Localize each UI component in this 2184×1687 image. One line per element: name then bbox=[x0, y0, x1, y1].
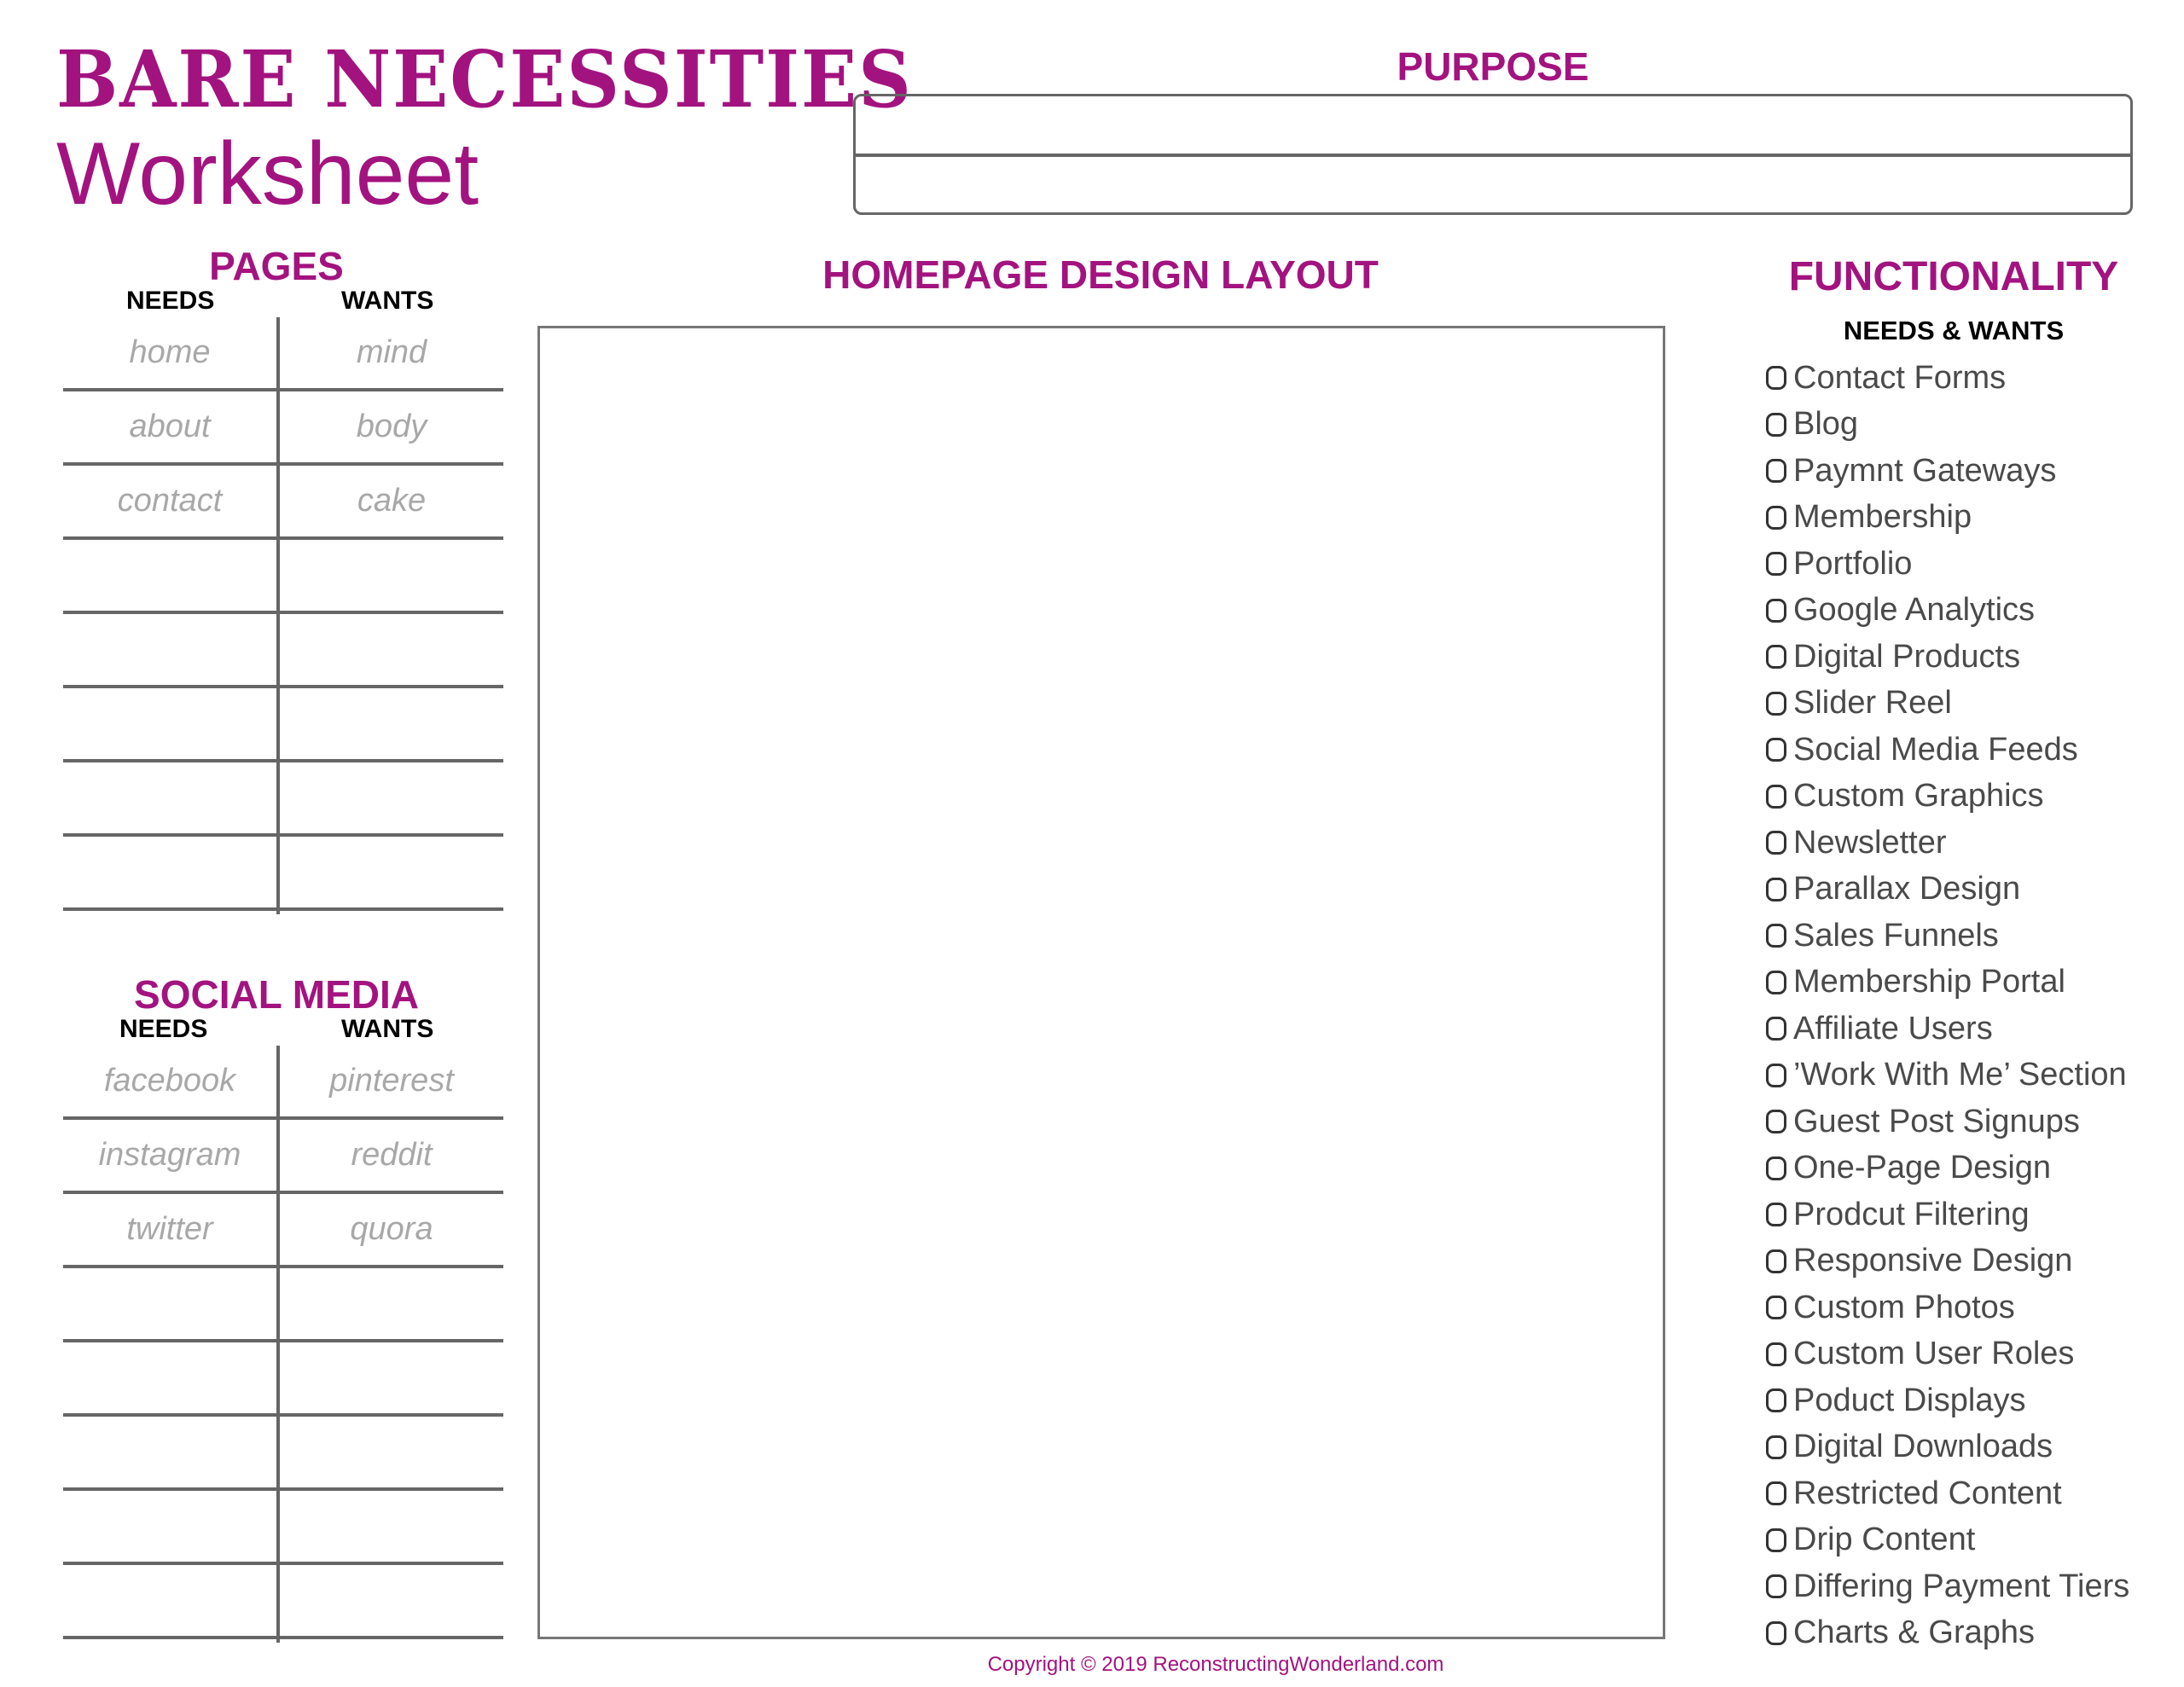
functionality-item[interactable] bbox=[1766, 448, 2175, 495]
functionality-heading: FUNCTIONALITY bbox=[1788, 254, 2119, 299]
checkbox-icon[interactable] bbox=[1766, 1342, 1786, 1366]
functionality-item[interactable] bbox=[1766, 1238, 2175, 1285]
pages-want-cell[interactable] bbox=[280, 762, 503, 833]
checkbox-icon[interactable] bbox=[1766, 366, 1786, 390]
social-row bbox=[63, 1046, 503, 1120]
functionality-item-label: Newsletter bbox=[1793, 824, 1947, 861]
checkbox-icon[interactable] bbox=[1766, 1064, 1786, 1087]
worksheet-subtitle: Worksheet bbox=[56, 125, 479, 223]
social-row bbox=[63, 1491, 503, 1565]
functionality-item[interactable] bbox=[1766, 727, 2175, 774]
functionality-item-label: Google Analytics bbox=[1793, 592, 2036, 629]
functionality-item-label: Sales Funnels bbox=[1793, 917, 1999, 954]
social-row bbox=[63, 1120, 503, 1194]
functionality-item-label: Responsive Design bbox=[1793, 1243, 2073, 1279]
social-need-cell[interactable] bbox=[63, 1491, 276, 1562]
checkbox-icon[interactable] bbox=[1766, 785, 1786, 809]
checkbox-icon[interactable] bbox=[1766, 552, 1786, 576]
social-media-heading: SOCIAL MEDIA bbox=[134, 972, 419, 1017]
pages-need-cell[interactable]: contact bbox=[117, 483, 223, 519]
pages-row bbox=[63, 614, 503, 688]
functionality-item[interactable] bbox=[1766, 1377, 2175, 1424]
checkbox-icon[interactable] bbox=[1766, 413, 1786, 437]
functionality-item-label: Digital Products bbox=[1793, 638, 2021, 675]
checkbox-icon[interactable] bbox=[1766, 459, 1786, 483]
functionality-item-label: Custom User Roles bbox=[1793, 1336, 2075, 1372]
functionality-item[interactable] bbox=[1766, 1099, 2175, 1145]
social-want-cell[interactable]: pinterest bbox=[329, 1063, 454, 1099]
functionality-item-label: Custom Graphics bbox=[1793, 778, 2044, 815]
functionality-item-label: Drip Content bbox=[1793, 1522, 1976, 1558]
checkbox-icon[interactable] bbox=[1766, 645, 1786, 669]
functionality-item[interactable] bbox=[1766, 1563, 2175, 1610]
social-wants-label: WANTS bbox=[341, 1015, 434, 1043]
checkbox-icon[interactable] bbox=[1766, 1528, 1786, 1552]
functionality-item[interactable] bbox=[1766, 495, 2175, 542]
functionality-item[interactable] bbox=[1766, 588, 2175, 635]
functionality-item[interactable] bbox=[1766, 1424, 2175, 1471]
functionality-item-label: Custom Photos bbox=[1793, 1289, 2015, 1325]
functionality-item-label: Social Media Feeds bbox=[1793, 731, 2078, 768]
pages-row bbox=[63, 688, 503, 762]
social-row bbox=[63, 1565, 503, 1639]
pages-table bbox=[63, 317, 503, 911]
social-want-cell[interactable] bbox=[280, 1565, 503, 1636]
pages-row bbox=[63, 391, 503, 466]
checkbox-icon[interactable] bbox=[1766, 831, 1786, 855]
functionality-item-label: Affiliate Users bbox=[1793, 1010, 1993, 1046]
checkbox-icon[interactable] bbox=[1766, 506, 1786, 530]
social-media-table bbox=[63, 1046, 503, 1639]
functionality-checklist bbox=[1766, 355, 2175, 1656]
checkbox-icon[interactable] bbox=[1766, 1574, 1786, 1598]
copyright-footer: Copyright © 2019 ReconstructingWonderland.com bbox=[987, 1653, 1444, 1676]
functionality-item[interactable] bbox=[1766, 959, 2175, 1006]
functionality-item-label: Poduct Displays bbox=[1793, 1382, 2026, 1418]
functionality-item-label: Blog bbox=[1793, 406, 1859, 443]
purpose-divider-line bbox=[853, 154, 2133, 157]
functionality-item-label: Charts & Graphs bbox=[1793, 1615, 2035, 1651]
functionality-item-label: Membership Portal bbox=[1793, 964, 2065, 1000]
checkbox-icon[interactable] bbox=[1766, 1110, 1786, 1133]
pages-want-cell[interactable]: mind bbox=[356, 334, 427, 370]
functionality-item-label: Portfolio bbox=[1793, 545, 1913, 582]
checkbox-icon[interactable] bbox=[1766, 738, 1786, 762]
checkbox-icon[interactable] bbox=[1766, 1203, 1786, 1226]
functionality-item[interactable] bbox=[1766, 1610, 2175, 1657]
checkbox-icon[interactable] bbox=[1766, 1481, 1786, 1505]
functionality-item[interactable] bbox=[1766, 681, 2175, 728]
functionality-item-label: Membership bbox=[1793, 499, 1972, 536]
functionality-item[interactable] bbox=[1766, 1145, 2175, 1192]
functionality-item-label: Paymnt Gateways bbox=[1793, 452, 2057, 489]
functionality-item[interactable] bbox=[1766, 1284, 2175, 1331]
checkbox-icon[interactable] bbox=[1766, 878, 1786, 901]
pages-need-cell[interactable]: home bbox=[129, 334, 211, 370]
functionality-subheading: NEEDS & WANTS bbox=[1843, 316, 2065, 345]
social-want-cell[interactable] bbox=[280, 1491, 503, 1562]
pages-want-cell[interactable] bbox=[280, 688, 503, 759]
worksheet-title: BARE NECESSITIES bbox=[56, 33, 913, 125]
pages-need-cell[interactable] bbox=[63, 540, 276, 611]
functionality-item-label: ’Work With Me’ Section bbox=[1793, 1057, 2127, 1093]
functionality-item[interactable] bbox=[1766, 867, 2175, 913]
checkbox-icon[interactable] bbox=[1766, 971, 1786, 994]
functionality-item-label: Differing Payment Tiers bbox=[1793, 1568, 2130, 1604]
pages-needs-label: NEEDS bbox=[126, 287, 215, 315]
pages-need-cell[interactable] bbox=[63, 837, 276, 907]
pages-want-cell[interactable] bbox=[280, 614, 503, 685]
functionality-item-label: Prodcut Filtering bbox=[1793, 1196, 2030, 1232]
checkbox-icon[interactable] bbox=[1766, 1017, 1786, 1041]
pages-row bbox=[63, 466, 503, 540]
checkbox-icon[interactable] bbox=[1766, 1435, 1786, 1459]
checkbox-icon[interactable] bbox=[1766, 599, 1786, 623]
pages-row bbox=[63, 317, 503, 391]
pages-need-cell[interactable] bbox=[63, 762, 276, 833]
checkbox-icon[interactable] bbox=[1766, 1157, 1786, 1180]
social-need-cell[interactable]: facebook bbox=[103, 1063, 236, 1099]
functionality-item[interactable] bbox=[1766, 1517, 2175, 1564]
social-need-cell[interactable]: twitter bbox=[126, 1211, 213, 1247]
functionality-item[interactable] bbox=[1766, 774, 2175, 820]
pages-need-cell[interactable]: about bbox=[129, 409, 211, 444]
social-want-cell[interactable] bbox=[280, 1268, 503, 1339]
pages-want-cell[interactable]: body bbox=[356, 409, 427, 444]
checkbox-icon[interactable] bbox=[1766, 924, 1786, 948]
functionality-item[interactable] bbox=[1766, 913, 2175, 959]
social-row bbox=[63, 1268, 503, 1342]
checkbox-icon[interactable] bbox=[1766, 1249, 1786, 1273]
checkbox-icon[interactable] bbox=[1766, 692, 1786, 716]
homepage-layout-canvas[interactable] bbox=[537, 326, 1665, 1639]
pages-need-cell[interactable] bbox=[63, 614, 276, 685]
functionality-item[interactable] bbox=[1766, 1470, 2175, 1517]
checkbox-icon[interactable] bbox=[1766, 1621, 1786, 1645]
functionality-item[interactable] bbox=[1766, 820, 2175, 867]
functionality-item-label: Parallax Design bbox=[1793, 871, 2021, 907]
pages-row bbox=[63, 837, 503, 911]
functionality-item[interactable] bbox=[1766, 1006, 2175, 1052]
social-want-cell[interactable]: quora bbox=[350, 1211, 433, 1247]
functionality-item[interactable] bbox=[1766, 402, 2175, 449]
checkbox-icon[interactable] bbox=[1766, 1296, 1786, 1319]
functionality-item[interactable] bbox=[1766, 541, 2175, 588]
social-want-cell[interactable]: reddit bbox=[351, 1137, 433, 1173]
pages-row bbox=[63, 762, 503, 837]
functionality-item[interactable] bbox=[1766, 1052, 2175, 1099]
social-need-cell[interactable] bbox=[63, 1565, 276, 1636]
functionality-item[interactable] bbox=[1766, 634, 2175, 681]
functionality-item[interactable] bbox=[1766, 1191, 2175, 1238]
functionality-item-label: Digital Downloads bbox=[1793, 1429, 2053, 1465]
pages-need-cell[interactable] bbox=[63, 688, 276, 759]
social-row bbox=[63, 1417, 503, 1491]
social-need-cell[interactable]: instagram bbox=[98, 1137, 241, 1173]
social-want-cell[interactable] bbox=[280, 1342, 503, 1413]
social-row bbox=[63, 1342, 503, 1417]
social-need-cell[interactable] bbox=[63, 1342, 276, 1413]
pages-want-cell[interactable] bbox=[280, 837, 503, 907]
functionality-item[interactable] bbox=[1766, 1331, 2175, 1378]
functionality-item-label: One-Page Design bbox=[1793, 1150, 2052, 1186]
social-need-cell[interactable] bbox=[63, 1268, 276, 1339]
functionality-item-label: Restricted Content bbox=[1793, 1475, 2062, 1511]
social-want-cell[interactable] bbox=[280, 1417, 503, 1487]
homepage-layout-heading: HOMEPAGE DESIGN LAYOUT bbox=[822, 252, 1379, 297]
pages-heading: PAGES bbox=[209, 244, 344, 288]
pages-want-cell[interactable]: cake bbox=[357, 483, 427, 519]
purpose-heading: PURPOSE bbox=[1397, 44, 1589, 89]
pages-want-cell[interactable] bbox=[280, 540, 503, 611]
functionality-item[interactable] bbox=[1766, 355, 2175, 402]
social-needs-label: NEEDS bbox=[119, 1015, 208, 1043]
checkbox-icon[interactable] bbox=[1766, 1388, 1786, 1412]
functionality-item-label: Slider Reel bbox=[1793, 685, 1952, 722]
functionality-item-label: Contact Forms bbox=[1793, 359, 2007, 396]
social-need-cell[interactable] bbox=[63, 1417, 276, 1487]
pages-wants-label: WANTS bbox=[341, 287, 434, 315]
pages-row bbox=[63, 540, 503, 614]
functionality-item-label: Guest Post Signups bbox=[1793, 1103, 2080, 1139]
social-row bbox=[63, 1194, 503, 1268]
